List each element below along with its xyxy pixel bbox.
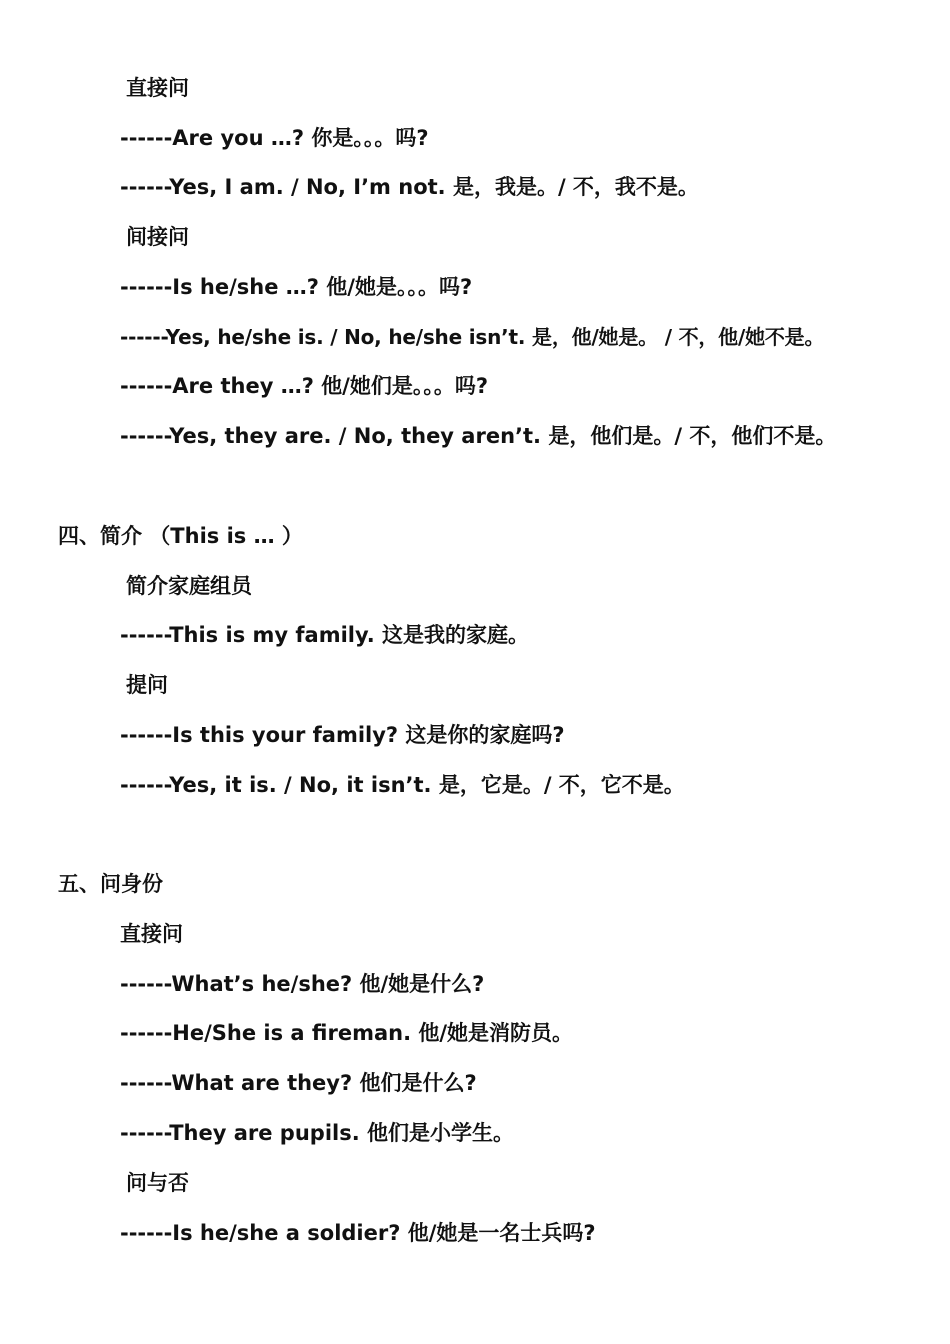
qa-line-what-are-they: ------What are they? 他们是什么? bbox=[120, 1071, 477, 1095]
qa-line-is-this-your-family: ------Is this your family? 这是你的家庭吗? bbox=[120, 723, 565, 747]
qa-line-yes-he-she-is: ------Yes, he/she is. / No, he/she isn’t. 是，他/她是。 / 不，他/她不是。 bbox=[120, 325, 825, 349]
qa-line-are-you: ------Are you …? 你是。。。吗? bbox=[120, 126, 429, 150]
subheading-direct-question: 直接问 bbox=[126, 76, 189, 100]
qa-line-yes-it-is: ------Yes, it is. / No, it isn’t. 是，它是。/ 不，它不是。 bbox=[120, 773, 685, 797]
section-heading-introduction: 四、简介 （This is … ） bbox=[58, 524, 303, 548]
subheading-ask: 提问 bbox=[126, 673, 168, 697]
subheading-yes-no-question: 问与否 bbox=[126, 1171, 189, 1195]
subheading-direct-question-2: 直接问 bbox=[120, 922, 183, 946]
qa-line-they-are-pupils: ------They are pupils. 他们是小学生。 bbox=[120, 1121, 515, 1145]
qa-line-are-they: ------Are they …? 他/她们是。。。吗? bbox=[120, 374, 489, 398]
subheading-indirect-question: 间接问 bbox=[126, 225, 189, 249]
qa-line-this-is-my-family: ------This is my family. 这是我的家庭。 bbox=[120, 623, 530, 647]
subheading-introduce-family: 简介家庭组员 bbox=[126, 574, 252, 598]
section-heading-identity: 五、问身份 bbox=[58, 872, 163, 896]
qa-line-yes-i-am: ------Yes, I am. / No, I’m not. 是，我是。/ 不，我不是。 bbox=[120, 175, 699, 199]
qa-line-he-she-is-a-fireman: ------He/She is a fireman. 他/她是消防员。 bbox=[120, 1021, 574, 1045]
qa-line-is-he-she-a-soldier: ------Is he/she a soldier? 他/她是一名士兵吗? bbox=[120, 1221, 596, 1245]
qa-line-whats-he-she: ------What’s he/she? 他/她是什么? bbox=[120, 972, 485, 996]
qa-line-yes-they-are: ------Yes, they are. / No, they aren’t. 是，他们是。/ 不，他们不是。 bbox=[120, 424, 837, 448]
qa-line-is-he-she: ------Is he/she …? 他/她是。。。吗? bbox=[120, 275, 473, 299]
